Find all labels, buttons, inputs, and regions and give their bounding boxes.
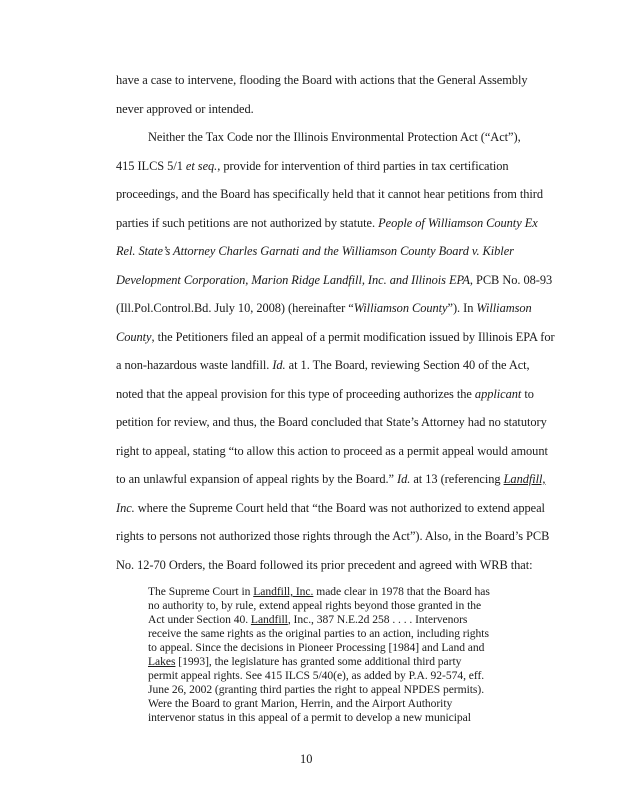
body-line-16: Inc. where the Supreme Court held that “the Board was not authorized to extend appeal bbox=[116, 501, 545, 515]
body-line-18: No. 12-70 Orders, the Board followed its prior precedent and agreed with WRB that: bbox=[116, 558, 533, 572]
body-line-2: never approved or intended. bbox=[116, 102, 254, 116]
body-line-17: rights to persons not authorized those rights through the Act”). Also, in the Board’s PCB bbox=[116, 529, 550, 543]
quote-line-8: June 26, 2002 (granting third parties the right to appeal NPDES permits). bbox=[148, 683, 485, 696]
quote-line-2: no authority to, by rule, extend appeal rights beyond those granted in the bbox=[148, 599, 482, 612]
quote-line-9: Were the Board to grant Marion, Herrin, and the Airport Authority bbox=[148, 697, 453, 710]
body-line-6: parties if such petitions are not authorized by statute. People of Williamson County Ex bbox=[116, 216, 538, 230]
quote-line-7: permit appeal rights. See 415 ILCS 5/40(e), as added by P.A. 92-574, eff. bbox=[148, 669, 485, 682]
body-line-1: have a case to intervene, flooding the Board with actions that the General Assembly bbox=[116, 73, 528, 87]
body-line-11: a non-hazardous waste landfill. Id. at 1. The Board, reviewing Section 40 of the Act, bbox=[116, 358, 530, 372]
quote-line-1: The Supreme Court in Landfill, Inc. made clear in 1978 that the Board has bbox=[148, 585, 490, 598]
body-line-15: to an unlawful expansion of appeal rights by the Board.” Id. at 13 (referencing Landfill, bbox=[116, 472, 546, 486]
body-line-13: petition for review, and thus, the Board concluded that State’s Attorney had no statutory bbox=[116, 415, 547, 429]
body-line-10: County, the Petitioners filed an appeal of a permit modification issued by Illinois EPA for bbox=[116, 330, 555, 344]
quote-line-6: Lakes [1993], the legislature has granted some additional third party bbox=[148, 655, 462, 668]
quote-line-5: to appeal. Since the decisions in Pioneer Processing [1984] and Land and bbox=[148, 641, 485, 654]
body-line-3: Neither the Tax Code nor the Illinois Environmental Protection Act (“Act”), bbox=[148, 130, 521, 144]
body-line-8: Development Corporation, Marion Ridge Landfill, Inc. and Illinois EPA, PCB No. 08-93 bbox=[116, 273, 553, 287]
body-line-9: (Ill.Pol.Control.Bd. July 10, 2008) (hereinafter “Williamson County”). In Williamson bbox=[116, 301, 532, 315]
body-line-4: 415 ILCS 5/1 et seq., provide for intervention of third parties in tax certification bbox=[116, 159, 509, 173]
quote-line-3: Act under Section 40. Landfill, Inc., 387 N.E.2d 258 . . . . Intervenors bbox=[148, 613, 468, 626]
body-line-7: Rel. State’s Attorney Charles Garnati and the Williamson County Board v. Kibler bbox=[116, 244, 514, 258]
quote-line-4: receive the same rights as the original parties to an action, including rights bbox=[148, 627, 489, 640]
page-number: 10 bbox=[300, 752, 313, 766]
body-line-14: right to appeal, stating “to allow this action to proceed as a permit appeal would amount bbox=[116, 444, 548, 458]
body-line-12: noted that the appeal provision for this type of proceeding authorizes the applicant to bbox=[116, 387, 534, 401]
body-line-5: proceedings, and the Board has specifically held that it cannot hear petitions from third bbox=[116, 187, 544, 201]
quote-line-10: intervenor status in this appeal of a permit to develop a new municipal bbox=[148, 711, 471, 724]
